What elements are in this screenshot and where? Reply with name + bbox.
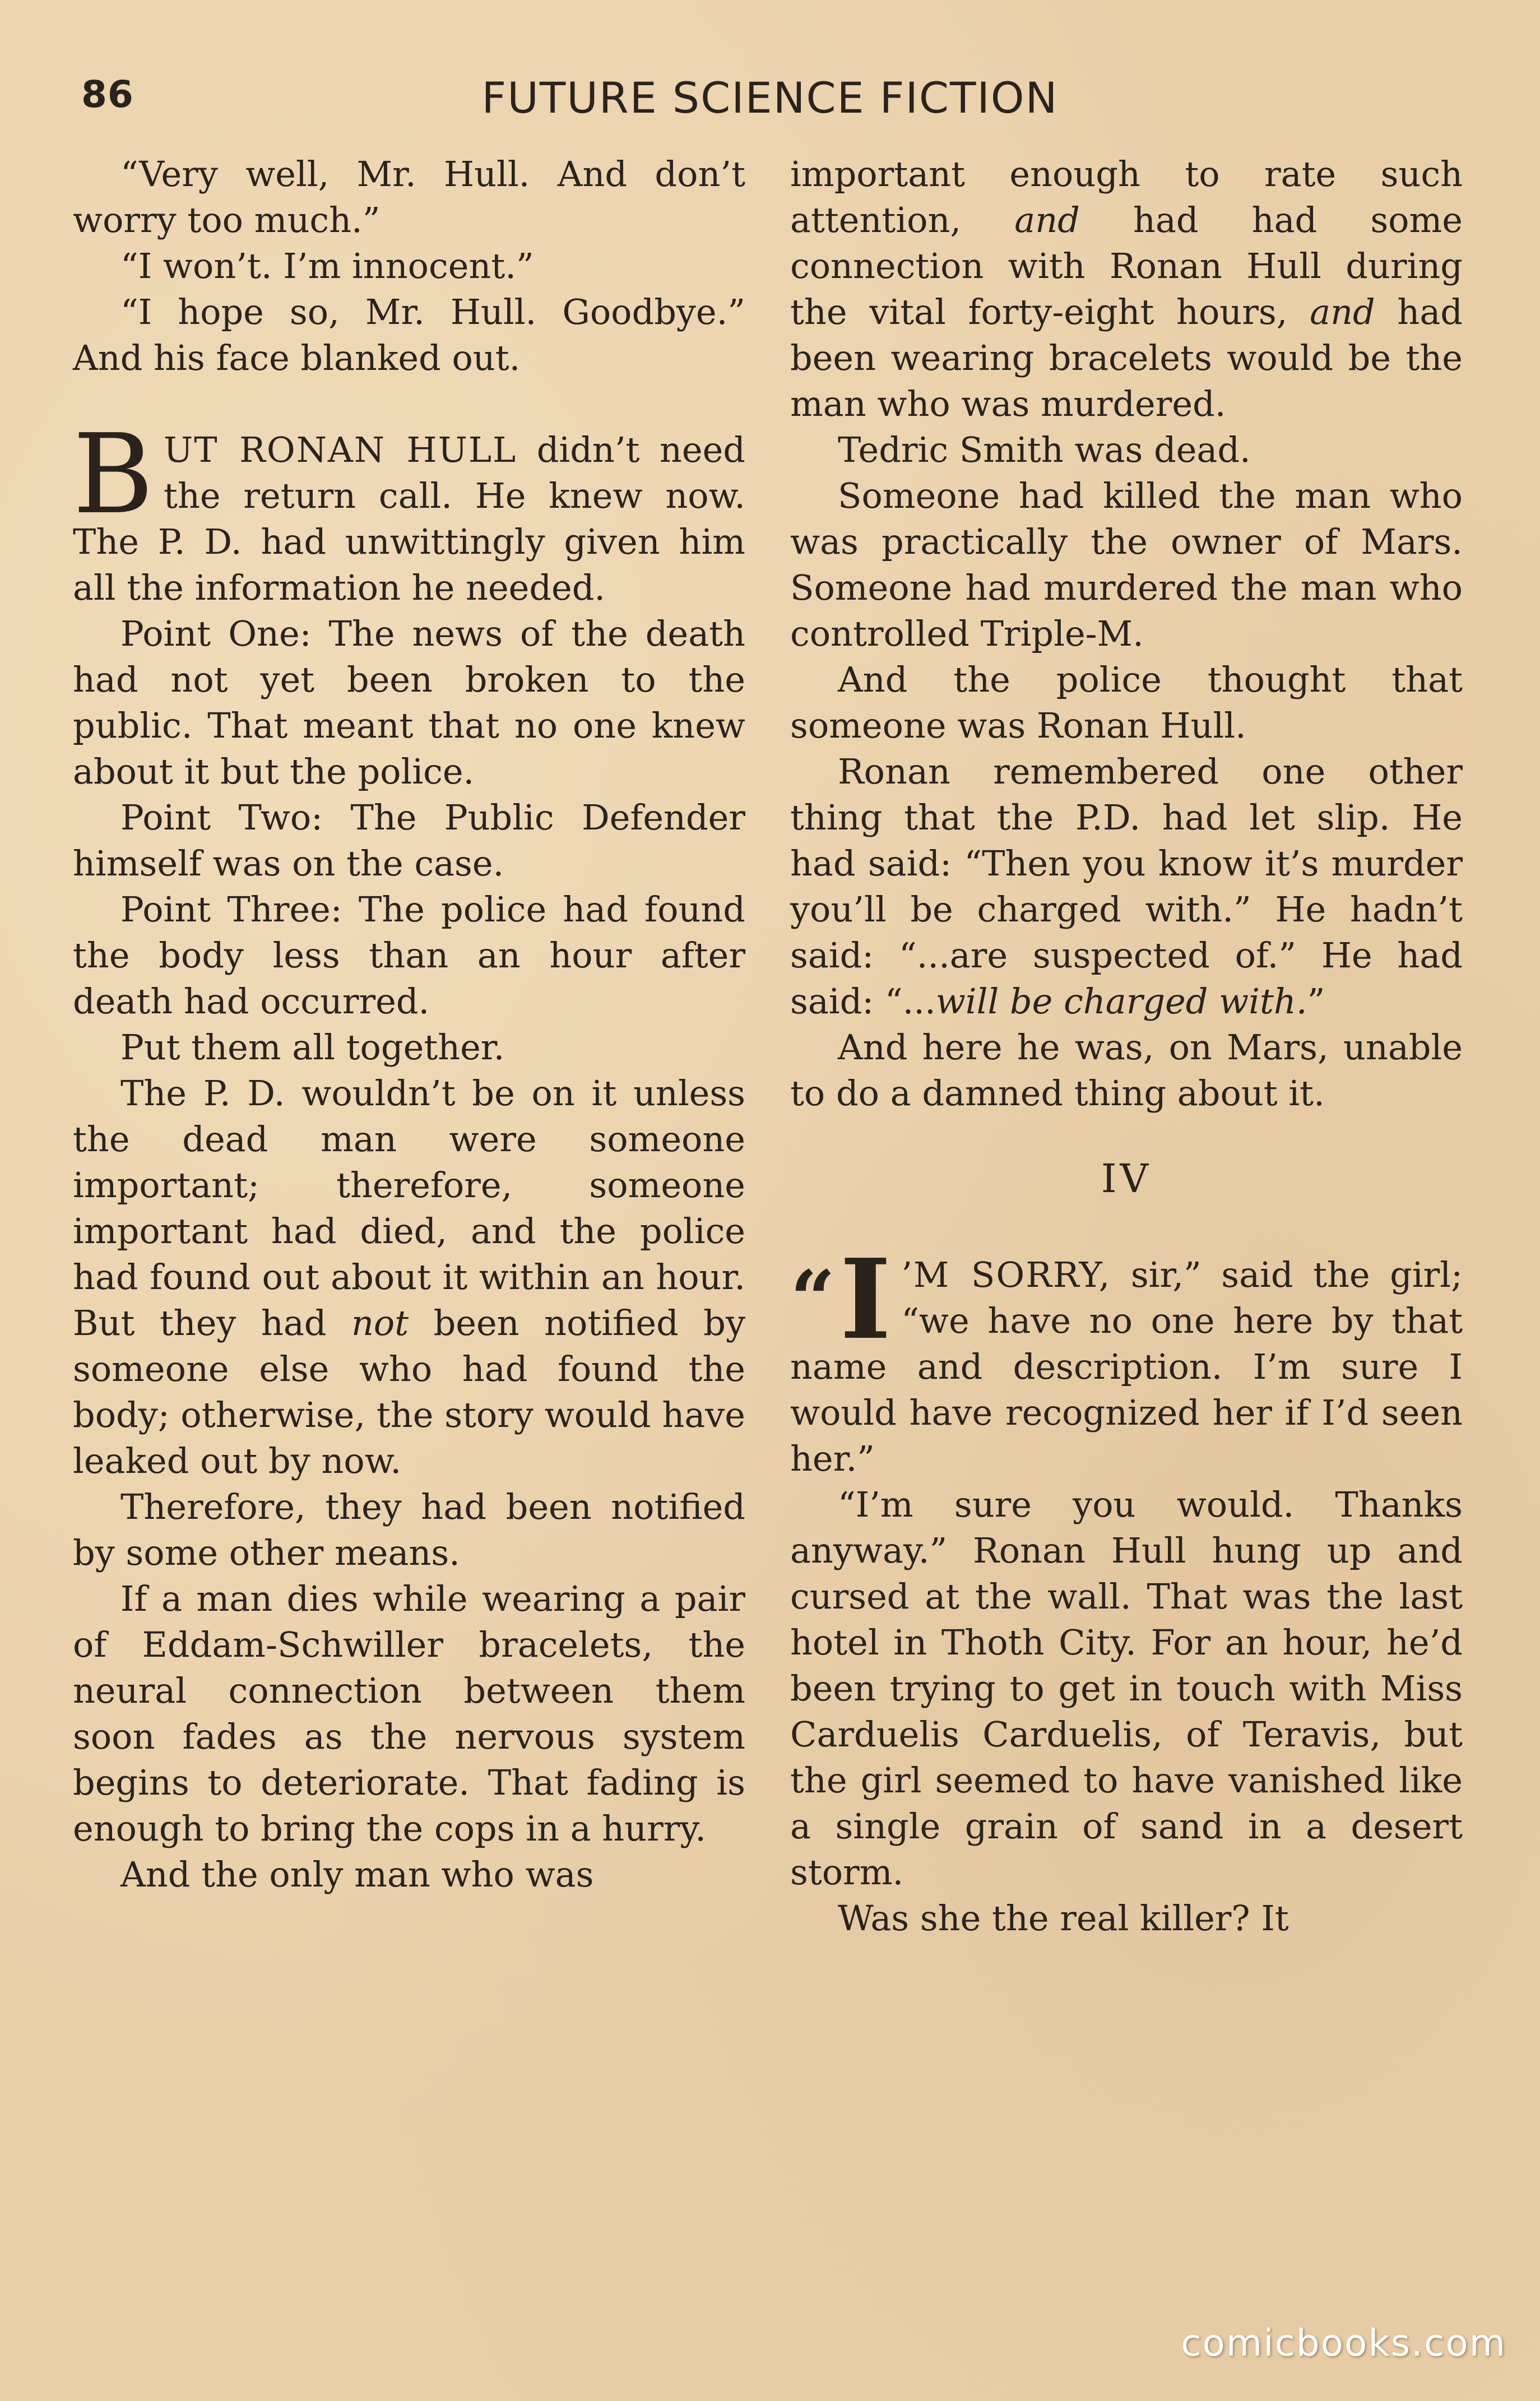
paragraph: “I won’t. I’m innocent.” [120, 245, 534, 286]
paragraph: Was she the real killer? It [838, 1898, 1289, 1939]
paragraph-text: Ronan remembered one other thing that the P.D. had let slip. He had said: “Then you know it’s murder you’ll be charged with.” He hadn’t said: “...are suspected of.” He had said: “... [790, 751, 1463, 1022]
paragraph: Someone had killed the man who was practically the owner of Mars. Someone had murdered the man who controlled Triple-M. [790, 475, 1463, 654]
drop-cap: I [839, 1235, 892, 1364]
paragraph-text: sir,” said the girl; “we have no one here by that name and description. I’m sure I would have recognized her if I’d seen her.” [790, 1254, 1463, 1479]
emphasis: and [1014, 200, 1080, 240]
paragraph-text: had been wearing bracelets would be the man who was murdered. [790, 291, 1463, 424]
paragraph: Tedric Smith was dead. [838, 429, 1251, 470]
paragraph: “Very well, Mr. Hull. And don’t worry too much.” [73, 154, 745, 240]
paragraph-text: The P. D. wouldn’t be on it unless the dead man were someone important; therefore, someone important had died, and the police had found out about it within an hour. But they had [73, 1073, 745, 1343]
paragraph: “I hope so, Mr. Hull. Goodbye.” And his face blanked out. [73, 291, 745, 378]
paragraph-text: important enough to rate such attention, [790, 154, 1463, 240]
paragraph: Point Two: The Public Defender himself was on the case. [73, 797, 745, 884]
left-column [73, 151, 745, 2326]
paragraph-text: been notified by someone else who had found the body; otherwise, the story would have leaked out by now. [73, 1303, 745, 1481]
paragraph [73, 1070, 745, 1484]
drop-quote-mark: “ [790, 1254, 836, 1346]
paragraph: And the only man who was [120, 1854, 594, 1895]
page-header [0, 67, 1540, 129]
paragraph [790, 151, 1463, 427]
page-number: 86 [81, 73, 134, 116]
emphasis: will be charged with. [935, 981, 1307, 1022]
paragraph-with-dropcap [790, 1235, 1463, 1482]
paragraph-text: had had some connection with Ronan Hull during the vital forty-eight hours, [790, 200, 1463, 332]
section-heading: IV [1101, 1156, 1152, 1202]
paragraph: Put them all together. [120, 1027, 505, 1068]
paragraph [790, 749, 1463, 1025]
paragraph: And here he was, on Mars, unable to do a damned thing about it. [790, 1027, 1463, 1114]
watermark: comicbooks.com [1181, 2321, 1506, 2365]
paragraph: And the police thought that someone was Ronan Hull. [790, 659, 1463, 746]
paragraph-with-dropcap [73, 411, 745, 611]
paragraph-text: didn’t need the return call. He knew now. The P. D. had unwittingly given him all the information he needed. [73, 429, 745, 608]
running-title: FUTURE SCIENCE FICTION [481, 73, 1059, 123]
paragraph-text: ” [1307, 981, 1325, 1022]
right-column [790, 151, 1463, 2326]
paragraph: If a man dies while wearing a pair of Eddam-Schwiller bracelets, the neural connection between them soon fades as the nervous system begins to deteriorate. That fading is enough to bring the cops in a hurry. [73, 1578, 745, 1849]
paragraph: Therefore, they had been notified by some other means. [73, 1486, 745, 1573]
drop-cap: B [73, 411, 154, 539]
paragraph: Point Three: The police had found the body less than an hour after death had occurred. [73, 889, 745, 1022]
emphasis: not [351, 1303, 409, 1343]
paragraph: “I’m sure you would. Thanks anyway.” Ronan Hull hung up and cursed at the wall. That was the last hotel in Thoth City. For an hour, he’d been trying to get in touch with Miss Carduelis Carduelis, of Teravis, but the girl seemed to have vanished like a single grain of sand in a desert storm. [790, 1484, 1463, 1893]
lead-in-caps: ’M SORRY, [901, 1254, 1111, 1295]
emphasis: and [1310, 291, 1375, 332]
lead-in-caps: UT RONAN HULL [164, 429, 517, 470]
paragraph: Point One: The news of the death had not yet been broken to the public. That meant that no one knew about it but the police. [73, 613, 745, 792]
